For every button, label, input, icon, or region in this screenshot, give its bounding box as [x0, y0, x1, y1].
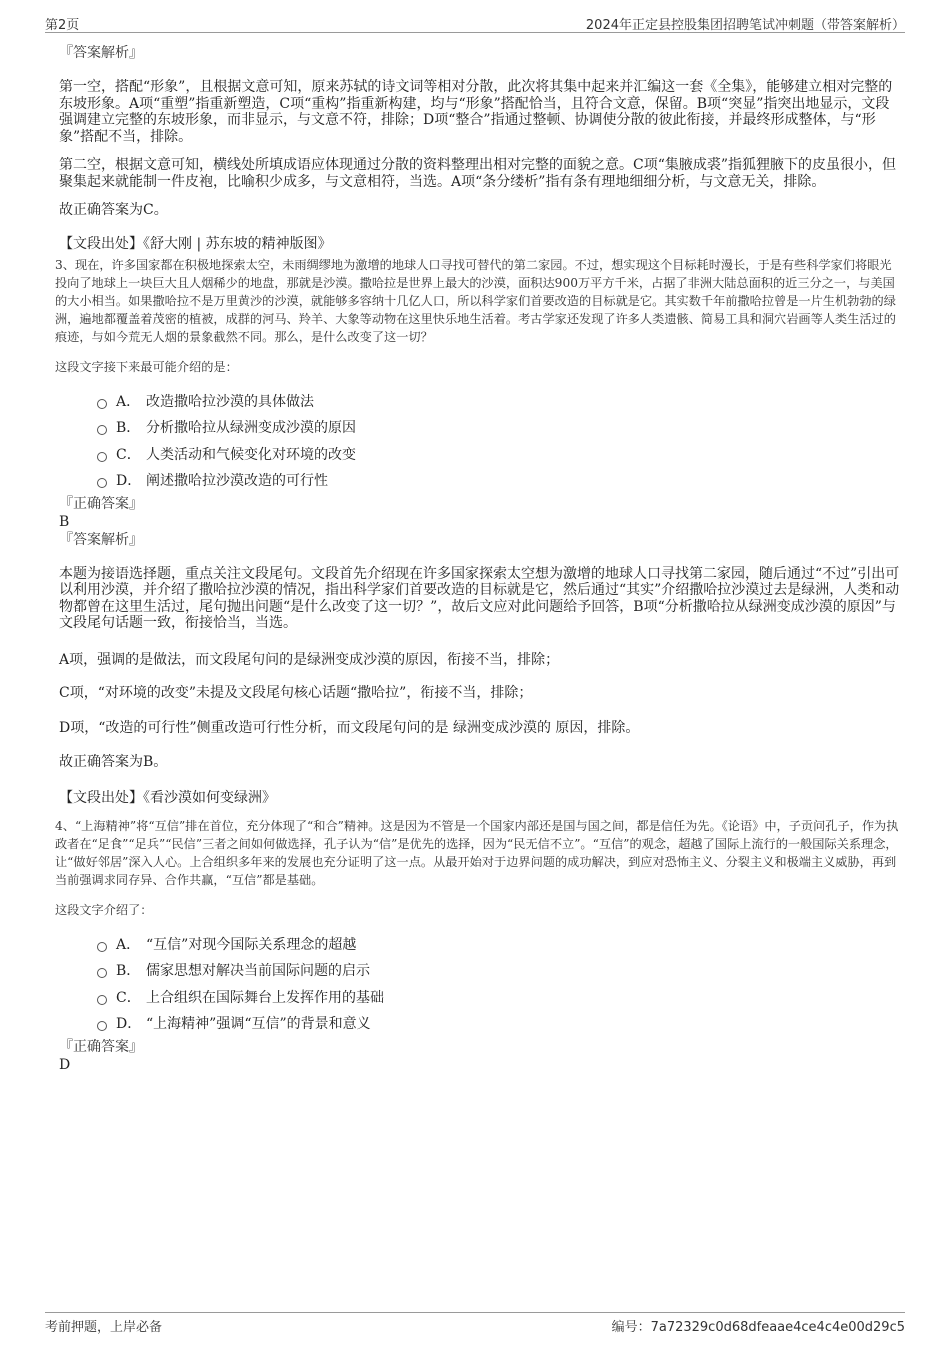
q3-question-text: 3、现在，许多国家都在积极地探索太空，未雨绸缪地为激增的地球人口寻找可替代的第二家园。不过，想实现这个目标耗时漫长，于是有些科学家们将眼光投向了地球上一块巨大且人烟稀少的地盘，那就是沙漠。撒哈拉是世界上最大的沙漠，面积达900万平方千米，占据了非洲大陆总面积的近三分之一，与美国的大小相当。如果撒哈拉不是万里黄沙的沙漠，就能够多容纳十几亿人口，所以科学家们首要改造的目标就是它。其实数千年前撒哈拉曾是一片生机勃勃的绿洲，遍地都覆盖着茂密的植被，成群的河马、羚羊、大象等动物在这里快乐地生活着。考古学家还发现了许多人类遗骸、简易工具和洞穴岩画等人类生活过的痕迹，与如今荒无人烟的景象截然不同。那么，是什么改变了这一切？: [55, 257, 896, 344]
q4-answer: D: [59, 1056, 71, 1073]
q4-option-d[interactable]: [97, 1011, 900, 1038]
option-text: 上合组织在国际舞台上发挥作用的基础: [146, 989, 384, 1006]
option-letter: D．: [116, 1016, 142, 1033]
q3-prompt: 这段文字接下来最可能介绍的是：: [55, 359, 238, 374]
footer-slogan: 考前押题，上岸必备: [45, 1320, 163, 1335]
page-header: [45, 12, 905, 33]
option-letter: B．: [116, 420, 141, 437]
q3-option-d[interactable]: [97, 468, 900, 495]
q4-question-text: 4、“上海精神”将“互信”排在首位，充分体现了“和合”精神。这是因为不管是一个国家内部还是国与国之间，都是信任为先。《论语》中，子贡问孔子，作为执政者在“足食”“足兵”“民信”三者之间如何做选择，孔子认为“信”是优先的选择，因为“民无信不立”。“互信”的观念，超越了国际上流行的一般国际关系理念，让“做好邻居”深入人心。上合组织多年来的发展也充分证明了这一点。从最开始对于边界问题的成功解决，到应对恐怖主义、分裂主义和极端主义威胁，再到当前强调求同存异、合作共赢，“互信”都是基础。: [55, 818, 899, 887]
q3-analysis-paragraph: D项，“改造的可行性”侧重改造可行性分析，而文段尾句问的是 绿洲变成沙漠的 原因，排除。: [59, 719, 640, 736]
document-id: 编号：7a72329c0d68dfeaae4ce4c4e00d29c5: [611, 1320, 905, 1335]
q2-analysis-label: 『答案解析』: [59, 45, 143, 61]
q3-answer-label: 『正确答案』: [59, 495, 143, 512]
q4-options: [97, 932, 900, 1038]
radio-icon[interactable]: [97, 425, 107, 435]
q3-option-b[interactable]: [97, 415, 900, 442]
q3-options: [97, 389, 900, 495]
option-letter: A．: [116, 936, 141, 953]
radio-icon[interactable]: [97, 478, 107, 488]
option-letter: A．: [116, 393, 141, 410]
q3-conclusion: 故正确答案为B。: [59, 754, 168, 770]
radio-icon[interactable]: [97, 399, 107, 409]
document-title: 2024年正定县控股集团招聘笔试冲刺题（带答案解析）: [585, 18, 905, 33]
option-text: “互信”对现今国际关系理念的超越: [146, 936, 357, 953]
q4-option-b[interactable]: [97, 958, 900, 985]
option-letter: C．: [116, 446, 141, 463]
option-letter: D．: [116, 473, 142, 490]
q3-analysis-paragraph: A项，强调的是做法，而文段尾句问的是绿洲变成沙漠的原因，衔接不当，排除；: [59, 651, 560, 668]
q3-source: 【文段出处】《看沙漠如何变绿洲》: [59, 789, 276, 806]
q3-option-a[interactable]: [97, 389, 900, 416]
option-text: 改造撒哈拉沙漠的具体做法: [146, 393, 314, 410]
option-text: “上海精神”强调“互信”的背景和意义: [146, 1016, 371, 1033]
q3-option-c[interactable]: [97, 442, 900, 469]
document-body: [55, 44, 900, 1074]
q2-analysis-paragraph: 第一空，搭配“形象”，且根据文意可知，原来苏轼的诗文词等相对分散，此次将其集中起来并汇编这一套《全集》，能够建立相对完整的东坡形象。A项“重塑”指重新塑造，C项“重构”指重新构建，均与“形象”搭配恰当，且符合文意，保留。B项“突显”指突出地显示，文段强调建立完整的东坡形象，而非显示，与文意不符，排除；D项“整合”指通过整顿、协调使分散的彼此衔接，并最终形成整体，与“形象”搭配不当，排除。: [59, 79, 893, 145]
option-letter: C．: [116, 989, 141, 1006]
q2-conclusion: 故正确答案为C。: [59, 202, 168, 218]
q3-analysis-paragraph: 本题为接语选择题，重点关注文段尾句。文段首先介绍现在许多国家探索太空想为激增的地球人口寻找第二家园，随后通过“不过”引出可以利用沙漠，并介绍了撒哈拉沙漠的情况，指出科学家们首要改造的目标就是它，然后通过“其实”介绍撒哈拉沙漠过去是绿洲，人类和动物都曾在这里生活过，尾句抛出问题“是什么改变了这一切？”，故后文应对此问题给予回答，B项“分析撒哈拉从绿洲变成沙漠的原因”与文段尾句话题一致，衔接恰当，当选。: [59, 565, 900, 631]
radio-icon[interactable]: [97, 995, 107, 1005]
q4-answer-label: 『正确答案』: [59, 1038, 143, 1055]
option-text: 人类活动和气候变化对环境的改变: [146, 446, 356, 463]
q3-analysis-label: 『答案解析』: [59, 531, 143, 548]
option-text: 儒家思想对解决当前国际问题的启示: [146, 963, 370, 980]
option-text: 分析撒哈拉从绿洲变成沙漠的原因: [146, 420, 356, 437]
option-letter: B．: [116, 963, 141, 980]
radio-icon[interactable]: [97, 942, 107, 952]
option-text: 阐述撒哈拉沙漠改造的可行性: [146, 473, 328, 490]
radio-icon[interactable]: [97, 1021, 107, 1031]
q4-option-c[interactable]: [97, 985, 900, 1012]
q3-answer: B: [59, 513, 70, 530]
q2-analysis-paragraph: 第二空，根据文意可知，横线处所填成语应体现通过分散的资料整理出相对完整的面貌之意。C项“集腋成裘”指狐狸腋下的皮虽很小，但聚集起来就能制一件皮袍，比喻积少成多，与文意相符，当选。A项“条分缕析”指有条有理地细细分析，与文意无关，排除。: [59, 157, 897, 190]
radio-icon[interactable]: [97, 452, 107, 462]
q4-option-a[interactable]: [97, 932, 900, 959]
q4-prompt: 这段文字介绍了：: [55, 902, 153, 917]
q2-source: 【文段出处】《舒大刚 | 苏东坡的精神版图》: [59, 235, 332, 252]
radio-icon[interactable]: [97, 968, 107, 978]
page-footer: [45, 1312, 905, 1335]
page-number: 第2页: [45, 18, 80, 33]
q3-analysis-paragraph: C项，“对环境的改变”未提及文段尾句核心话题“撒哈拉”，衔接不当，排除；: [59, 685, 533, 701]
